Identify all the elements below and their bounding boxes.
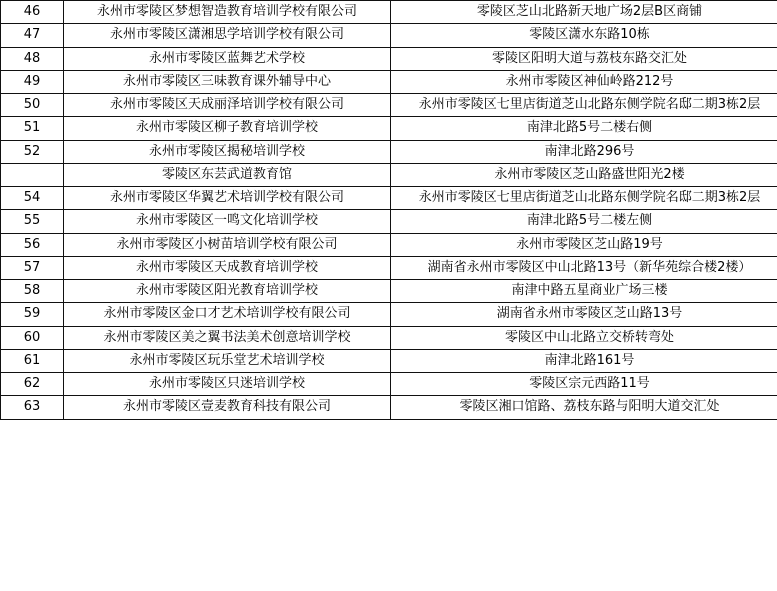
institution-name: 永州市零陵区天成丽泽培训学校有限公司: [64, 94, 391, 117]
table-row: [1, 47, 777, 70]
institution-address: 永州市零陵区七里店街道芝山北路东侧学院名邸二期3栋2层: [391, 94, 777, 117]
institution-name: 永州市零陵区潇湘思学培训学校有限公司: [64, 24, 391, 47]
row-index: 49: [1, 70, 64, 93]
row-index: 52: [1, 140, 64, 163]
institution-name: 永州市零陵区美之翼书法美术创意培训学校: [64, 326, 391, 349]
table-row: [1, 210, 777, 233]
table-row: [1, 233, 777, 256]
table-row: [1, 163, 777, 186]
row-index: 60: [1, 326, 64, 349]
row-index: 48: [1, 47, 64, 70]
institution-address: 永州市零陵区七里店街道芝山北路东侧学院名邸二期3栋2层: [391, 187, 777, 210]
institution-address: 南津北路5号二楼右侧: [391, 117, 777, 140]
table-row: [1, 326, 777, 349]
institution-address: 永州市零陵区神仙岭路212号: [391, 70, 777, 93]
row-index: 58: [1, 280, 64, 303]
institution-address: 湖南省永州市零陵区芝山路13号: [391, 303, 777, 326]
institution-name: 永州市零陵区壹麦教育科技有限公司: [64, 396, 391, 419]
row-index: 63: [1, 396, 64, 419]
institution-address: 湖南省永州市零陵区中山北路13号（新华苑综合楼2楼）: [391, 256, 777, 279]
institution-name: 永州市零陵区只迷培训学校: [64, 373, 391, 396]
institution-name: 永州市零陵区蓝舞艺术学校: [64, 47, 391, 70]
table-row: [1, 280, 777, 303]
institution-name: 永州市零陵区天成教育培训学校: [64, 256, 391, 279]
table-row: [1, 303, 777, 326]
row-index: 56: [1, 233, 64, 256]
institution-address: 零陵区湘口馆路、荔枝东路与阳明大道交汇处: [391, 396, 777, 419]
institution-name: 零陵区东芸武道教育馆: [64, 163, 391, 186]
table-row: [1, 187, 777, 210]
institution-address: 永州市零陵区芝山路盛世阳光2楼: [391, 163, 777, 186]
institution-name: 永州市零陵区揭秘培训学校: [64, 140, 391, 163]
institution-address: 零陵区中山北路立交桥转弯处: [391, 326, 777, 349]
institution-name: 永州市零陵区金口才艺术培训学校有限公司: [64, 303, 391, 326]
institution-name: 永州市零陵区小树苗培训学校有限公司: [64, 233, 391, 256]
table-row: [1, 373, 777, 396]
institution-name: 永州市零陵区梦想智造教育培训学校有限公司: [64, 1, 391, 24]
institution-address: 零陵区芝山北路新天地广场2层B区商铺: [391, 1, 777, 24]
institution-name: 永州市零陵区玩乐堂艺术培训学校: [64, 349, 391, 372]
institution-name: 永州市零陵区华翼艺术培训学校有限公司: [64, 187, 391, 210]
institution-name: 永州市零陵区柳子教育培训学校: [64, 117, 391, 140]
table-row: [1, 1, 777, 24]
institution-address: 零陵区阳明大道与荔枝东路交汇处: [391, 47, 777, 70]
institution-address: 零陵区潇水东路10栋: [391, 24, 777, 47]
institution-address: 永州市零陵区芝山路19号: [391, 233, 777, 256]
institution-address: 南津北路161号: [391, 349, 777, 372]
row-index: 51: [1, 117, 64, 140]
row-index: 46: [1, 1, 64, 24]
table-body: [1, 1, 777, 420]
row-index: 55: [1, 210, 64, 233]
institution-name: 永州市零陵区三味教育课外辅导中心: [64, 70, 391, 93]
table-row: [1, 117, 777, 140]
row-index: 62: [1, 373, 64, 396]
institution-address: 南津北路5号二楼左侧: [391, 210, 777, 233]
row-index: 47: [1, 24, 64, 47]
table-row: [1, 94, 777, 117]
institution-name: 永州市零陵区阳光教育培训学校: [64, 280, 391, 303]
table-row: [1, 349, 777, 372]
institution-address: 南津北路296号: [391, 140, 777, 163]
row-index: [1, 163, 64, 186]
table-row: [1, 396, 777, 419]
table-row: [1, 24, 777, 47]
institution-address: 零陵区宗元西路11号: [391, 373, 777, 396]
table-row: [1, 140, 777, 163]
table-row: [1, 256, 777, 279]
row-index: 54: [1, 187, 64, 210]
row-index: 61: [1, 349, 64, 372]
institution-name: 永州市零陵区一鸣文化培训学校: [64, 210, 391, 233]
row-index: 50: [1, 94, 64, 117]
table-row: [1, 70, 777, 93]
row-index: 59: [1, 303, 64, 326]
institution-address: 南津中路五星商业广场三楼: [391, 280, 777, 303]
row-index: 57: [1, 256, 64, 279]
